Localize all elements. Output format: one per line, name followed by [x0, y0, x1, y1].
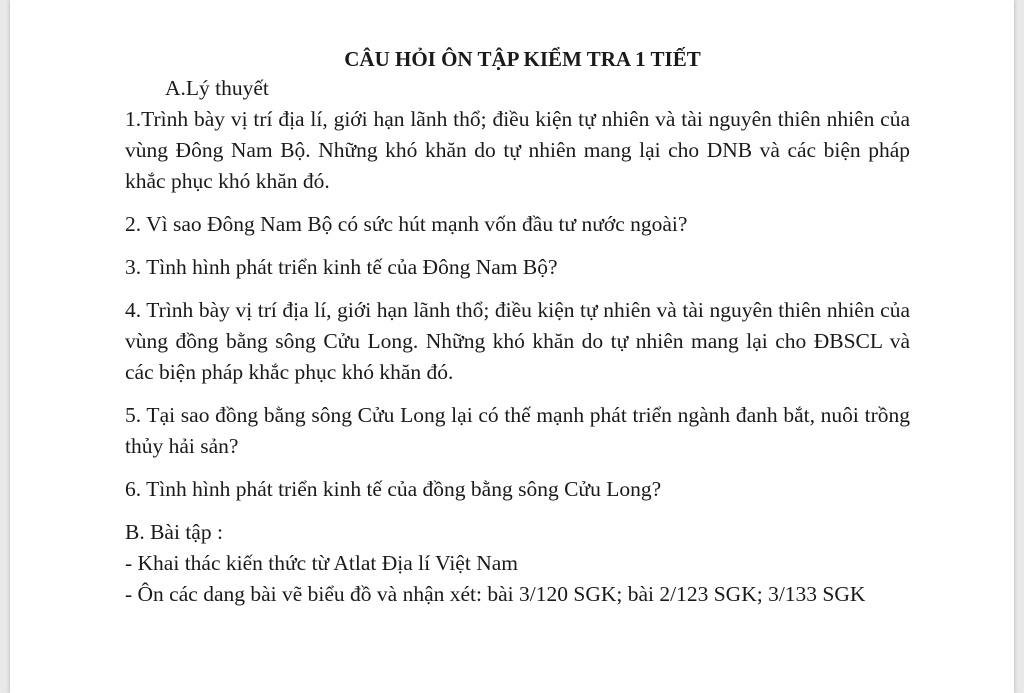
question-5: 5. Tại sao đồng bằng sông Cửu Long lại có thế mạnh phát triển ngành đanh bắt, nuôi trồng thủy hải sản?: [125, 403, 910, 458]
document-title: CÂU HỎI ÔN TẬP KIỂM TRA 1 TIẾT: [344, 47, 701, 71]
section-b-heading: B. Bài tập :: [125, 520, 223, 544]
document-body: [125, 44, 910, 610]
question-6: 6. Tình hình phát triển kinh tế của đồng bằng sông Cửu Long?: [125, 477, 662, 501]
exercise-2: - Ôn các dang bài vẽ biểu đồ và nhận xét: bài 3/120 SGK; bài 2/123 SGK; 3/133 SGK: [125, 582, 866, 606]
exercise-1: - Khai thác kiến thức từ Atlat Địa lí Việt Nam: [125, 551, 518, 575]
question-3: 3. Tình hình phát triển kinh tế của Đông Nam Bộ?: [125, 255, 558, 279]
question-4: 4. Trình bày vị trí địa lí, giới hạn lãnh thổ; điều kiện tự nhiên và tài nguyên thiên nhiên của vùng đồng bằng sông Cửu Long. Những khó khăn do tự nhiên mang lại cho ĐBSCL và các biện pháp khắc phục khó khăn đó.: [125, 298, 910, 384]
question-1: 1.Trình bày vị trí địa lí, giới hạn lãnh thổ; điều kiện tự nhiên và tài nguyên thiên nhiên của vùng Đông Nam Bộ. Những khó khăn do tự nhiên mang lại cho DNB và các biện pháp khắc phục khó khăn đó.: [125, 107, 910, 193]
document-page: [10, 0, 1014, 693]
section-a-heading: A.Lý thuyết: [165, 76, 269, 100]
question-2: 2. Vì sao Đông Nam Bộ có sức hút mạnh vốn đầu tư nước ngoài?: [125, 212, 688, 236]
